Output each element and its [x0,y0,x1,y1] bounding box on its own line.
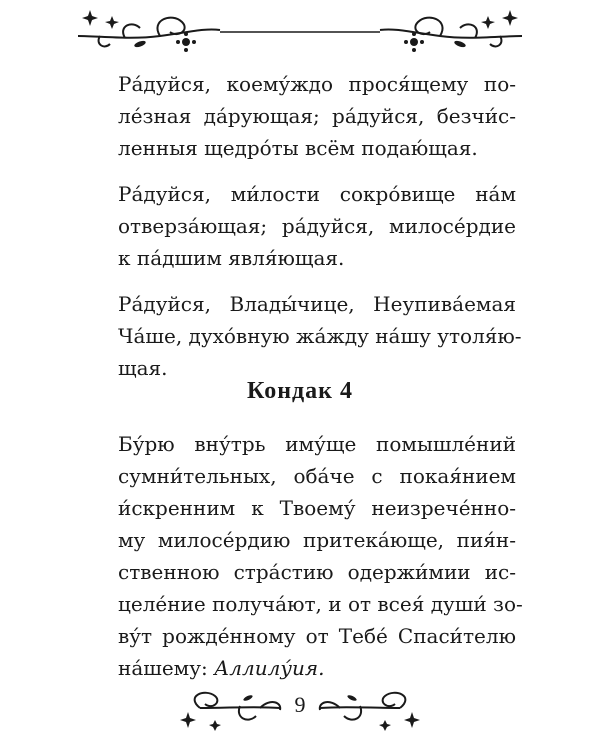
text-line: к па́дшим явля́ющая. [118,246,345,270]
text-line: ву́т рожде́нному от Тебе́ Спаси́телю [118,624,516,648]
text-line: Ра́дуйся, коему́ждо прося́щему по- [118,72,516,96]
kondak-paragraph [118,428,523,684]
star-flower-icon [404,32,424,52]
text-line: Ча́ше, духо́вную жа́жду на́шу утоля́ю- [118,324,522,348]
final-line-prefix: на́шему: [118,656,215,680]
kondak-text [118,428,523,698]
star-flower-icon [379,720,391,731]
star-flower-icon [176,32,196,52]
star-flower-icon [209,720,221,731]
stanza-paragraph-1 [118,68,516,164]
text-line: ственною стра́стию одержи́мии ис- [118,560,516,584]
text-line: и́скренним к Твоему́ неизрече́нно- [118,496,516,520]
text-line: ленныя щедро́ты всём подаю́щая. [118,136,478,160]
text-line: му милосе́рдию притека́юще, пия́н- [118,528,516,552]
text-line: целе́ние получа́ют, и от всея́ души́ зо- [118,592,523,616]
alleluia-text: Аллилу́ия. [214,656,325,680]
star-flower-icon [105,16,119,29]
page-number: 9 [294,692,306,717]
star-flower-icon [502,10,518,26]
akathist-stanza [118,68,522,398]
text-line: отверза́ющая; ра́дуйся, милосе́рдие [118,214,516,238]
text-line: Ра́дуйся, Влады́чице, Неупива́емая [118,292,516,316]
stanza-paragraph-2 [118,178,516,274]
top-ornament [0,0,600,60]
text-line: ле́зная да́рующая; ра́дуйся, безчи́с- [118,104,516,128]
text-line: Бу́рю вну́трь иму́ще помышле́ний [118,432,516,456]
text-line: сумни́тельных, оба́че с покая́нием [118,464,516,488]
text-line: Ра́дуйся, ми́лости сокро́вище на́м [118,182,516,206]
kondak-heading: Кондак 4 [246,378,353,404]
star-flower-icon [82,10,98,26]
text-line: щая. [118,356,168,380]
text-line-final [118,652,516,684]
star-flower-icon [481,16,495,29]
stanza-paragraph-3 [118,288,522,384]
